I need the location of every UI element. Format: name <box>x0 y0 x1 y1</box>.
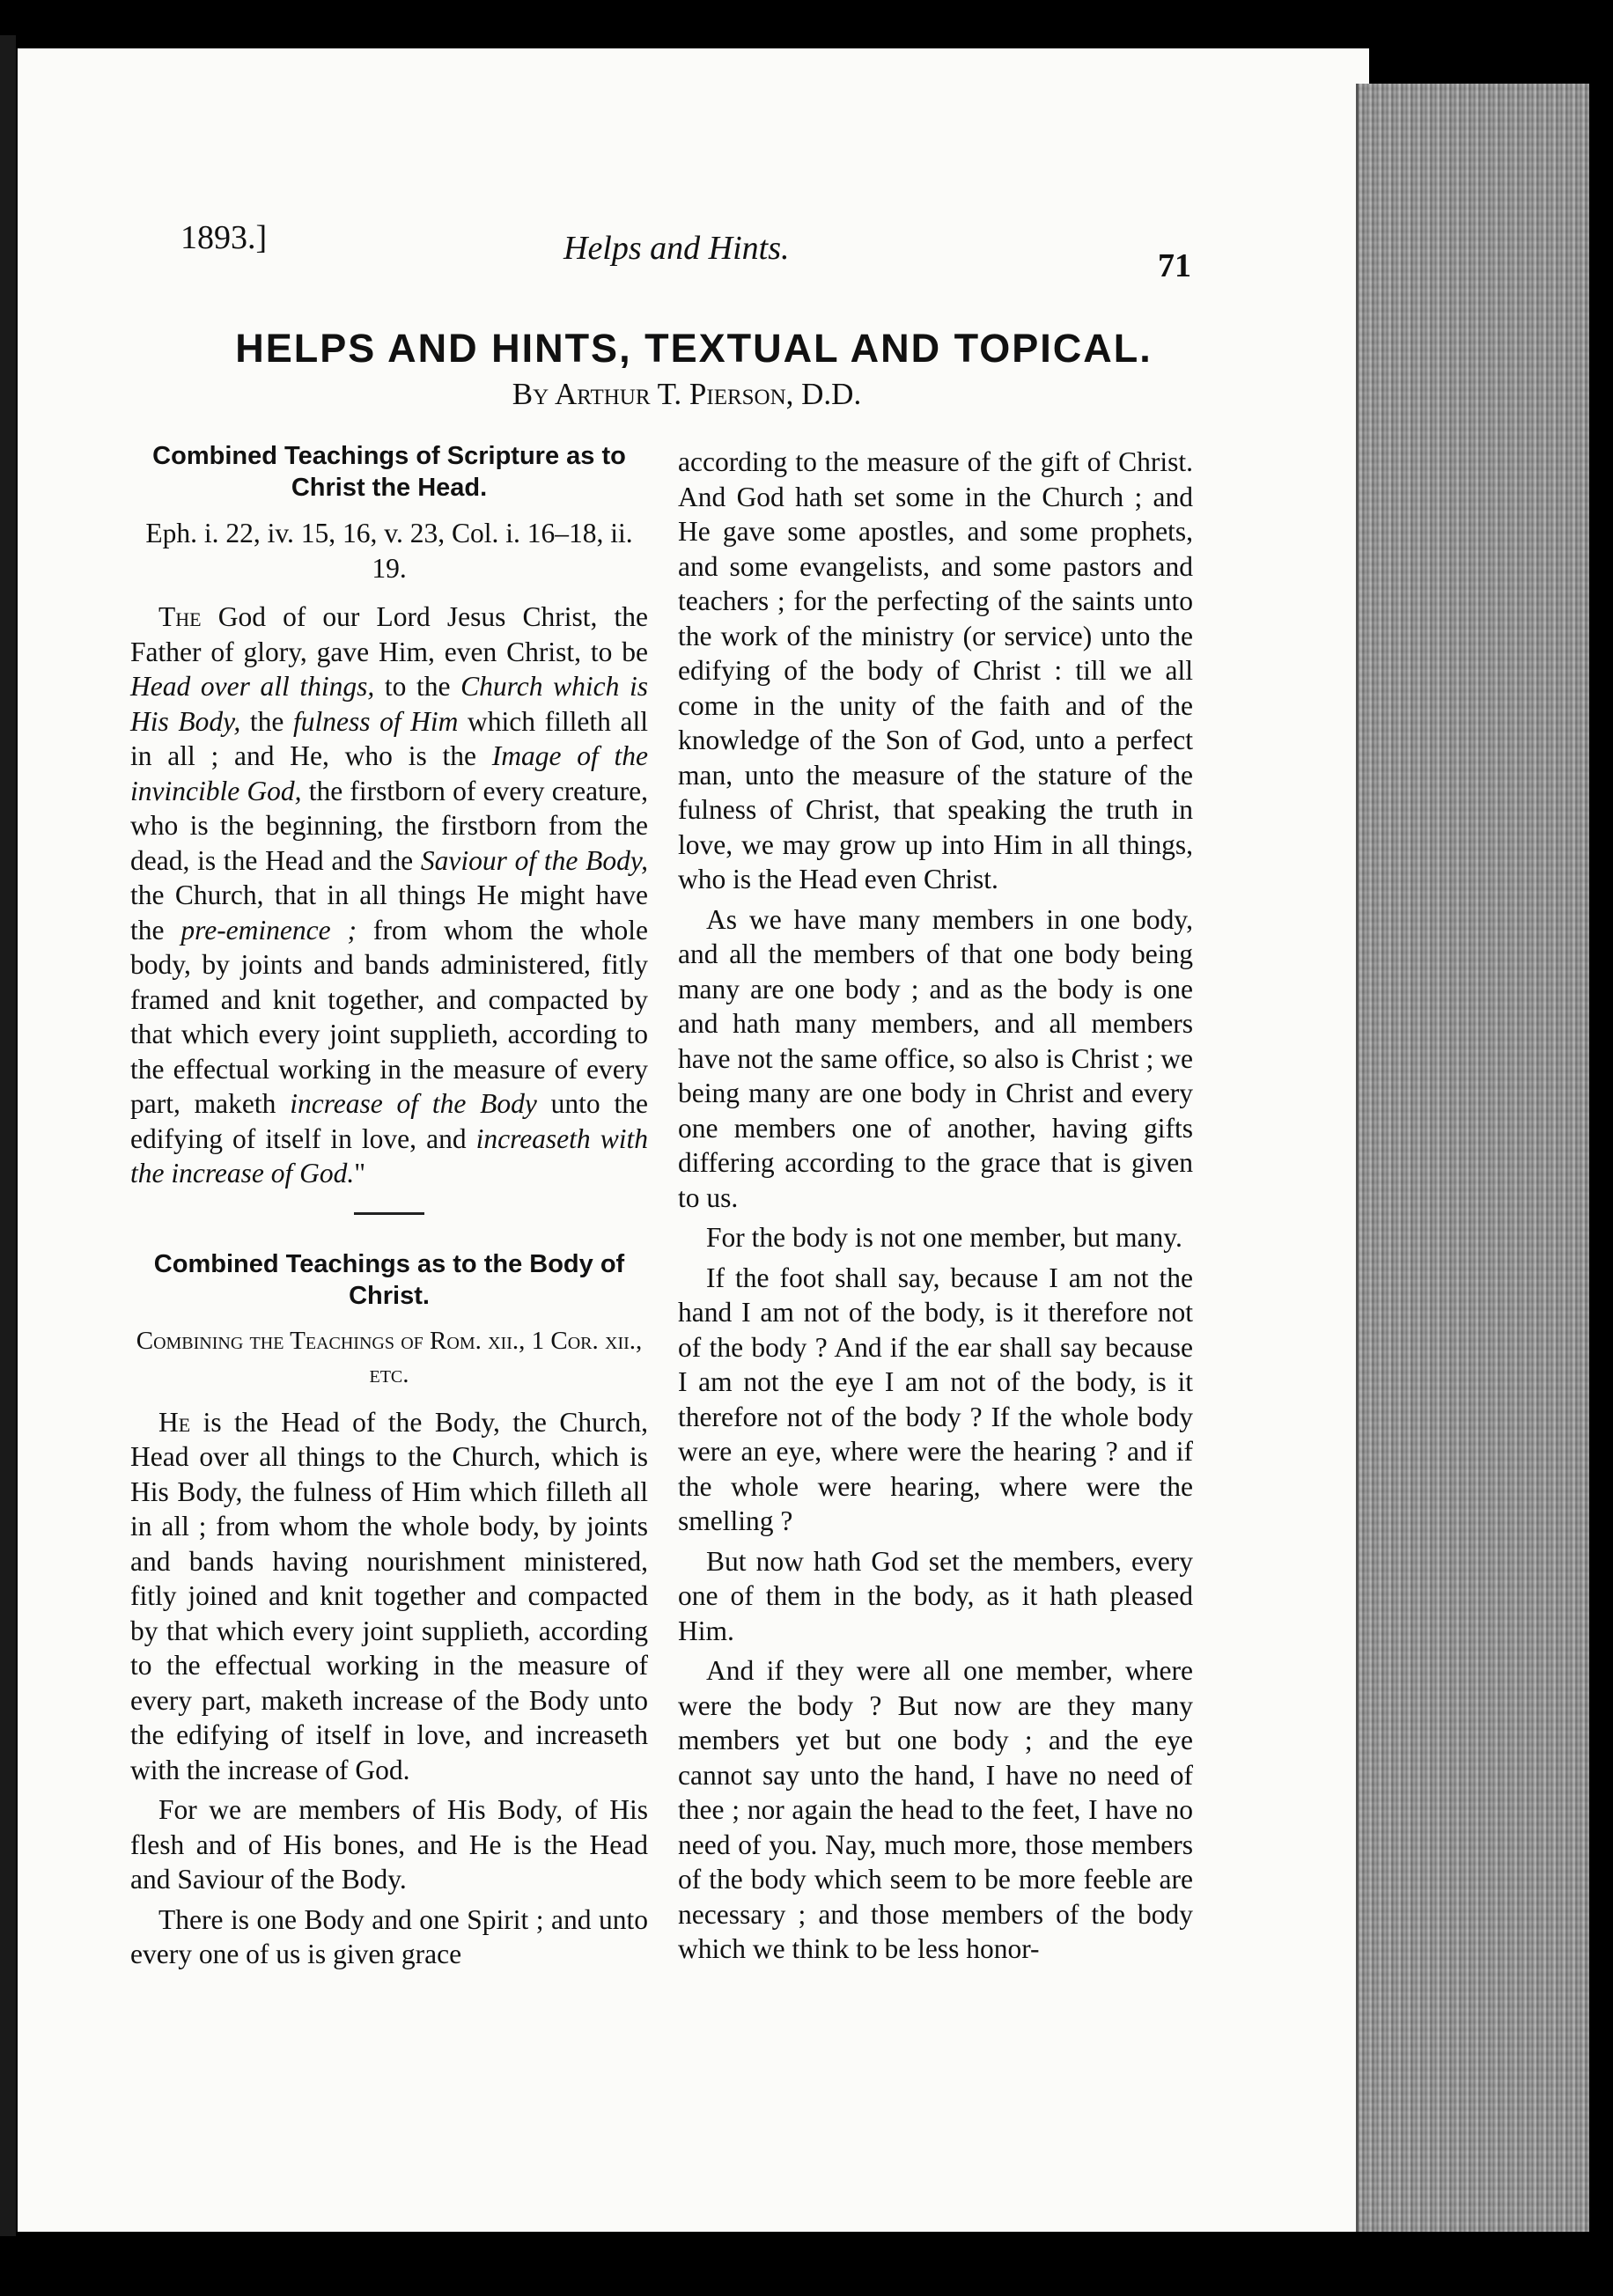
section1-paragraph <box>130 600 648 1191</box>
text-run: the firstborn of every creature, who is the beginning, the firstborn from the dead, is the Head and the <box>130 775 648 876</box>
section-divider <box>354 1212 424 1215</box>
right-paragraph-6: And if they were all one member, where were the body ? But now are they many members yet but one body ; and the eye cannot say unto the hand, I have no need of thee ; nor again the head to the feet, I have no need of you. Nay, much more, those members of the body which seem to be more feeble are necessary ; and those members of the body which we think to be less honor- <box>678 1655 1193 1964</box>
text-run: the Church, that in all things He might have the <box>130 879 648 946</box>
italic-run: fulness of Him <box>292 705 459 737</box>
section2-paragraph-1 <box>130 1405 648 1788</box>
book-spine-shadow <box>0 35 16 2236</box>
paragraph-lead-word: The <box>158 601 202 632</box>
right-paragraph-4: If the foot shall say, because I am not the hand I am not of the body, is it therefore not of the body ? And if the ear shall say because I am not the eye I am not of the body, is it therefore not of the body ? If the whole body were an eye, where were the hearing ? and if the whole were hearing, where were the smelling ? <box>678 1262 1193 1536</box>
italic-run: Saviour of the Body, <box>420 844 648 876</box>
byline: By Arthur T. Pierson, D.D. <box>512 377 862 411</box>
italic-run: Image of the invincible God, <box>130 740 648 806</box>
page-edges <box>1356 84 1589 2232</box>
section2-heading: Combined Teachings as to the Body of Christ. <box>153 1249 625 1310</box>
left-column <box>130 440 648 1977</box>
text-run: to the <box>374 671 461 702</box>
text-run: which filleth all in all ; and He, who is the <box>130 705 648 771</box>
section2-paragraph-3: There is one Body and one Spirit ; and unto every one of us is given grace <box>130 1903 648 1969</box>
text-run: from whom the whole body, by joints and bands administered, fitly framed and knit together, and compacted by that which every joint supplieth, according to the effectual working in the measure of every part, maketh <box>130 914 648 1119</box>
text-run: unto the edifying of itself in love, and <box>130 1088 648 1154</box>
section1-reference: Eph. i. 22, iv. 15, 16, v. 23, Col. i. 16–18, ii. 19. <box>145 518 633 584</box>
section2-subheading: Combining the Teachings of Rom. xii., 1 Cor. xii., etc. <box>136 1326 643 1388</box>
text-run: God of our Lord Jesus Christ, the Father of glory, gave Him, even Christ, to be <box>130 601 648 667</box>
right-paragraph-5: But now hath God set the members, every one of them in the body, as it hath pleased Him. <box>678 1545 1193 1646</box>
italic-run: increaseth with the increase of God. <box>130 1122 648 1188</box>
section2-paragraph-2: For we are members of His Body, of His flesh and of His bones, and He is the Head and Saviour of the Body. <box>130 1794 648 1895</box>
section1-heading: Combined Teachings of Scripture as to Christ the Head. <box>152 442 626 502</box>
right-paragraph-1: according to the measure of the gift of Christ. And God hath set some in the Church ; and He gave some apostles, and some prophets, and some evangelists, and some pastors and teachers ; for the perfecting of the saints unto the work of the ministry (or service) unto the edifying of the body of Christ : till we all come in the unity of the faith and of the knowledge of the Son of God, unto a perfect man, unto the measure of the stature of the fulness of Christ, that speaking the truth in love, we may grow up into Him in all things, who is the Head even Christ. <box>678 446 1193 894</box>
header-year: 1893.] <box>180 219 268 256</box>
right-column <box>678 445 1193 1972</box>
text-run: is the Head of the Body, the Church, Head over all things to the Church, which is His Body, the fulness of Him which filleth all in all ; from whom the whole body, by joints and bands having nourishment ministered, fitly joined and knit together and compacted by that which every joint supplieth, according to the effectual working in the measure of every part, maketh increase of the Body unto the edifying of itself in love, and increaseth with the increase of God. <box>130 1406 648 1785</box>
right-paragraph-3: For the body is not one member, but many. <box>706 1222 1182 1253</box>
running-title: Helps and Hints. <box>563 230 790 267</box>
text-run: the <box>240 705 293 737</box>
italic-run: Church which is His Body, <box>130 671 648 737</box>
page-number: 71 <box>1158 247 1191 284</box>
right-paragraph-2: As we have many members in one body, and all the members of that one body being many are one body ; and as the body is one and hath many members, and all members have not the same office, so also is Christ ; we being many are one body in Christ and every one members one of another, having gifts differing according to the grace that is given to us. <box>678 903 1193 1213</box>
italic-run: increase of the Body <box>290 1088 537 1119</box>
paragraph-lead-word: He <box>158 1406 191 1438</box>
italic-run: pre-eminence ; <box>180 914 357 946</box>
text-run: " <box>354 1158 366 1188</box>
article-title: HELPS AND HINTS, TEXTUAL AND TOPICAL. <box>235 326 1153 371</box>
italic-run: Head over all things, <box>130 671 375 702</box>
